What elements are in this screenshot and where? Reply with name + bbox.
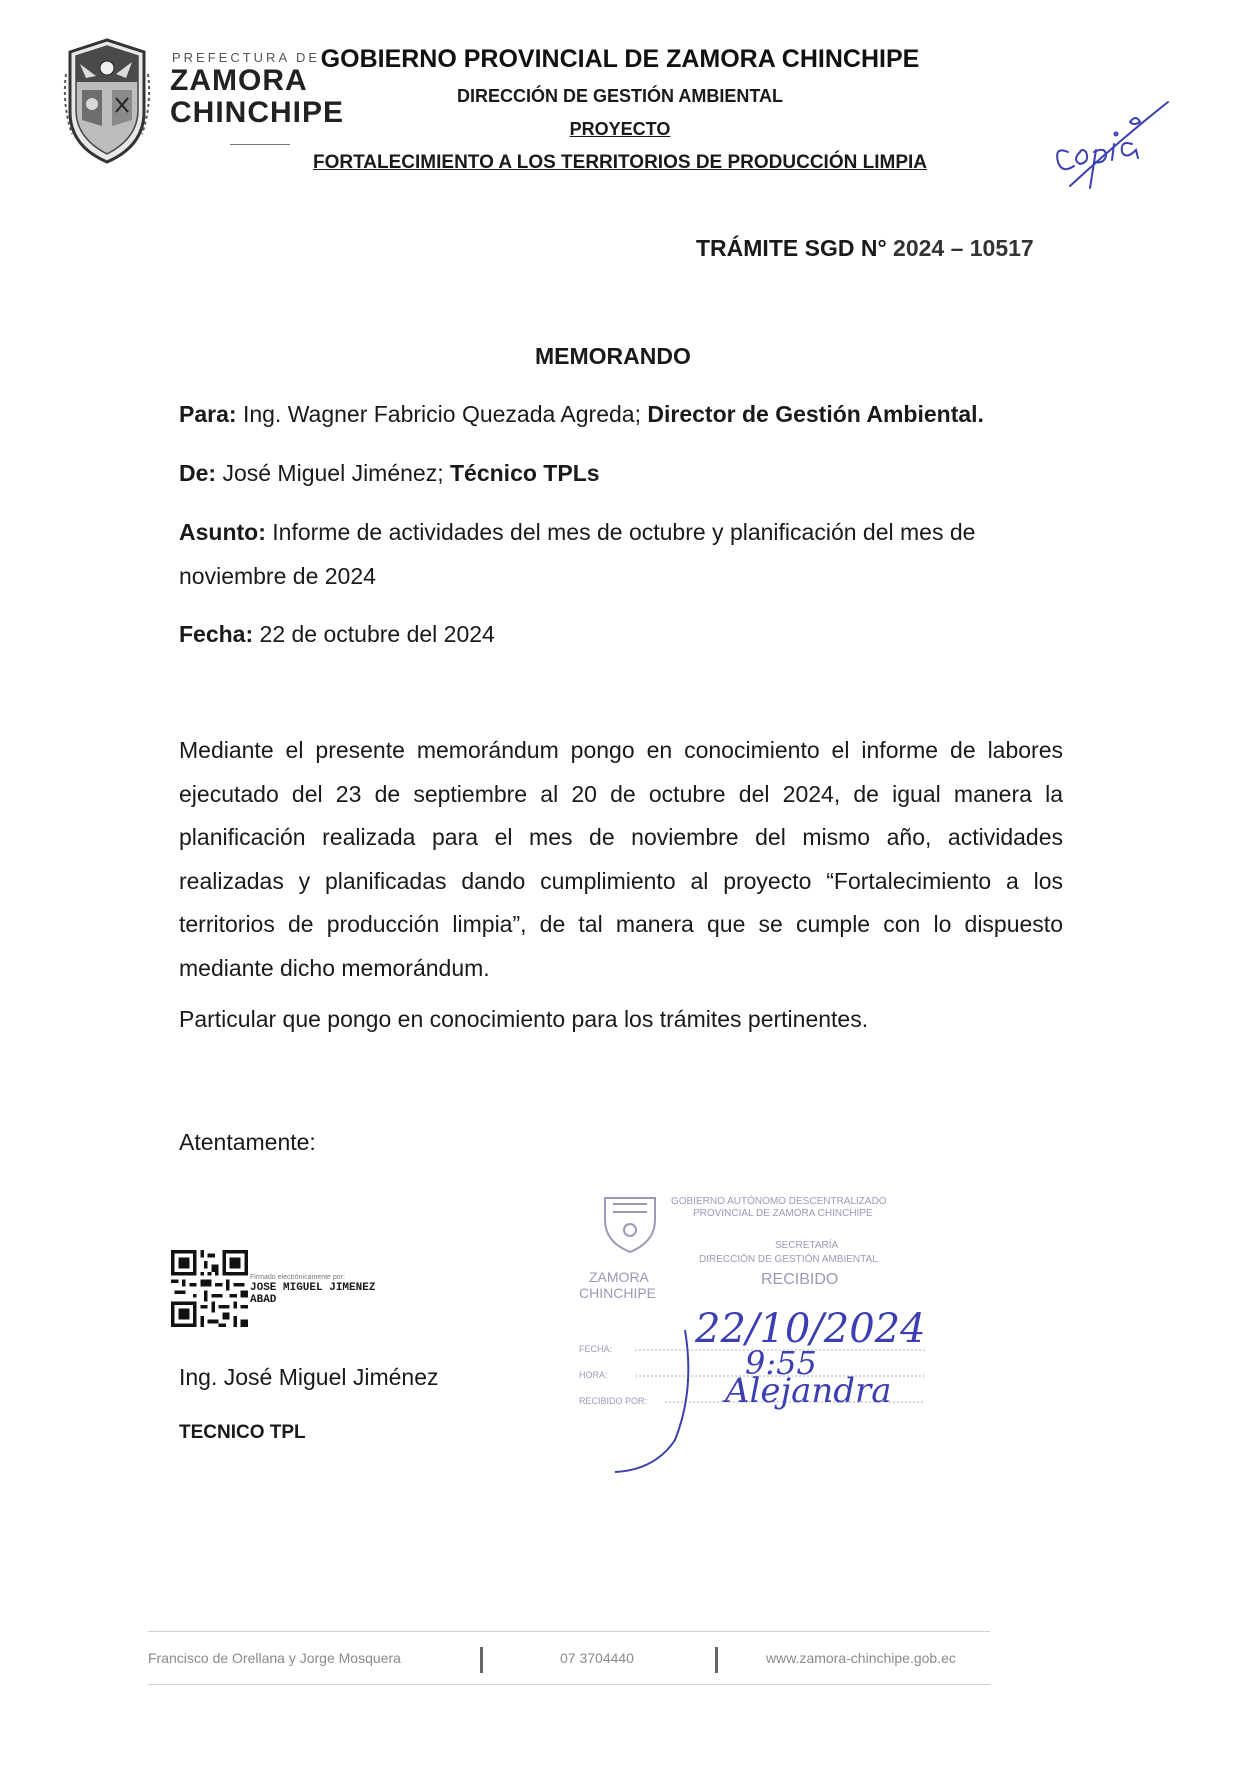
tramite-reference xyxy=(696,235,1034,262)
footer-phone: 07 3704440 xyxy=(560,1650,634,1666)
asunto-field xyxy=(179,510,1063,598)
stamp-handwritten-receiver: Alejandra xyxy=(725,1371,892,1411)
stamp-org-line-1: GOBIERNO AUTÓNOMO DESCENTRALIZADO xyxy=(671,1196,887,1207)
para-name: Ing. Wagner Fabricio Quezada Agreda; xyxy=(242,401,641,427)
de-role: Técnico TPLs xyxy=(450,460,600,486)
body-paragraph-2: Particular que pongo en conocimiento para los trámites pertinentes. xyxy=(179,1006,869,1032)
footer-bottom-rule xyxy=(148,1684,990,1685)
de-name: José Miguel Jiménez; xyxy=(222,460,444,486)
signer-name: Ing. José Miguel Jiménez xyxy=(179,1364,439,1390)
direction-title: DIRECCIÓN DE GESTIÓN AMBIENTAL xyxy=(456,86,783,106)
body-paragraph-1: Mediante el presente memorándum pongo en conocimiento el informe de labores ejecutado del 23 de septiembre al 20 de octubre del 2024, de igual manera la planificación realizada para el mes de noviembre del mismo año, actividades realizadas y planificadas dando cumplimiento al proyecto “Fortalecimiento a los territorios de producción limpia”, de tal manera que se cumple con lo dispuesto mediante dicho memorándum. xyxy=(179,737,1063,981)
stamp-received-label: RECIBIDO xyxy=(761,1271,839,1288)
para-role: Director de Gestión Ambiental. xyxy=(647,401,984,427)
para-label: Para: xyxy=(179,401,237,427)
reception-stamp xyxy=(575,1190,975,1480)
asunto-label: Asunto: xyxy=(179,519,266,545)
stamp-date-label: FECHA: xyxy=(579,1344,613,1354)
signature-signed-by xyxy=(250,1282,375,1306)
signature-signed-line-1: JOSE MIGUEL JIMENEZ xyxy=(250,1282,376,1294)
footer-address: Francisco de Orellana y Jorge Mosquera xyxy=(148,1650,401,1666)
copia-handwritten-mark xyxy=(1050,100,1180,210)
stamp-hour-label: HORA: xyxy=(579,1370,608,1380)
stamp-office-line-2: DIRECCIÓN DE GESTIÓN AMBIENTAL xyxy=(699,1254,878,1265)
institution-title: GOBIERNO PROVINCIAL DE ZAMORA CHINCHIPE xyxy=(320,45,920,73)
logo-chinchipe-text: CHINCHIPE xyxy=(170,96,345,129)
logo-underline xyxy=(230,144,290,145)
fecha-label: Fecha: xyxy=(179,621,254,647)
logo-zamora-text: ZAMORA xyxy=(170,64,308,97)
signer-title: TECNICO TPL xyxy=(179,1422,306,1443)
signature-signed-line-2: ABAD xyxy=(250,1294,277,1306)
signature-qr-code xyxy=(171,1250,248,1327)
project-label: PROYECTO xyxy=(569,119,671,139)
stamp-handwritten-time: 9:55 xyxy=(745,1344,817,1382)
stamp-handwritten-date: 22/10/2024 xyxy=(695,1306,926,1352)
stamp-logo-line-2: CHINCHIPE xyxy=(579,1285,657,1301)
de-label: De: xyxy=(179,460,217,486)
footer-website: www.zamora-chinchipe.gob.ec xyxy=(766,1650,956,1666)
prefectura-shield-icon xyxy=(62,34,152,166)
footer-separator xyxy=(715,1647,718,1673)
stamp-shield-icon xyxy=(605,1198,655,1252)
stamp-logo-line-1: ZAMORA xyxy=(589,1269,649,1285)
fecha-text: 22 de octubre del 2024 xyxy=(259,621,495,647)
memo-title: MEMORANDO xyxy=(535,343,691,369)
para-field xyxy=(179,392,1063,436)
de-field xyxy=(179,451,1063,495)
asunto-text: Informe de actividades del mes de octubre y planificación del mes de noviembre de 2024 xyxy=(179,519,976,589)
stamp-org-line-2: PROVINCIAL DE ZAMORA CHINCHIPE xyxy=(693,1208,873,1219)
footer-top-rule xyxy=(148,1631,990,1632)
signature-caption: Firmado electrónicamente por: xyxy=(250,1274,345,1281)
tramite-label: TRÁMITE SGD N° xyxy=(696,235,887,261)
footer-separator xyxy=(480,1647,483,1673)
stamp-receiver-label: RECIBIDO POR: xyxy=(579,1396,648,1406)
project-name: FORTALECIMIENTO A LOS TERRITORIOS DE PRODUCCIÓN LIMPIA xyxy=(313,152,927,173)
fecha-field xyxy=(179,612,1063,656)
logo-prefix-text: PREFECTURA DE xyxy=(172,50,321,65)
tramite-number: 2024 – 10517 xyxy=(893,235,1034,261)
stamp-office-line-1: SECRETARÍA xyxy=(775,1240,839,1251)
closing-text: Atentamente: xyxy=(179,1129,316,1155)
